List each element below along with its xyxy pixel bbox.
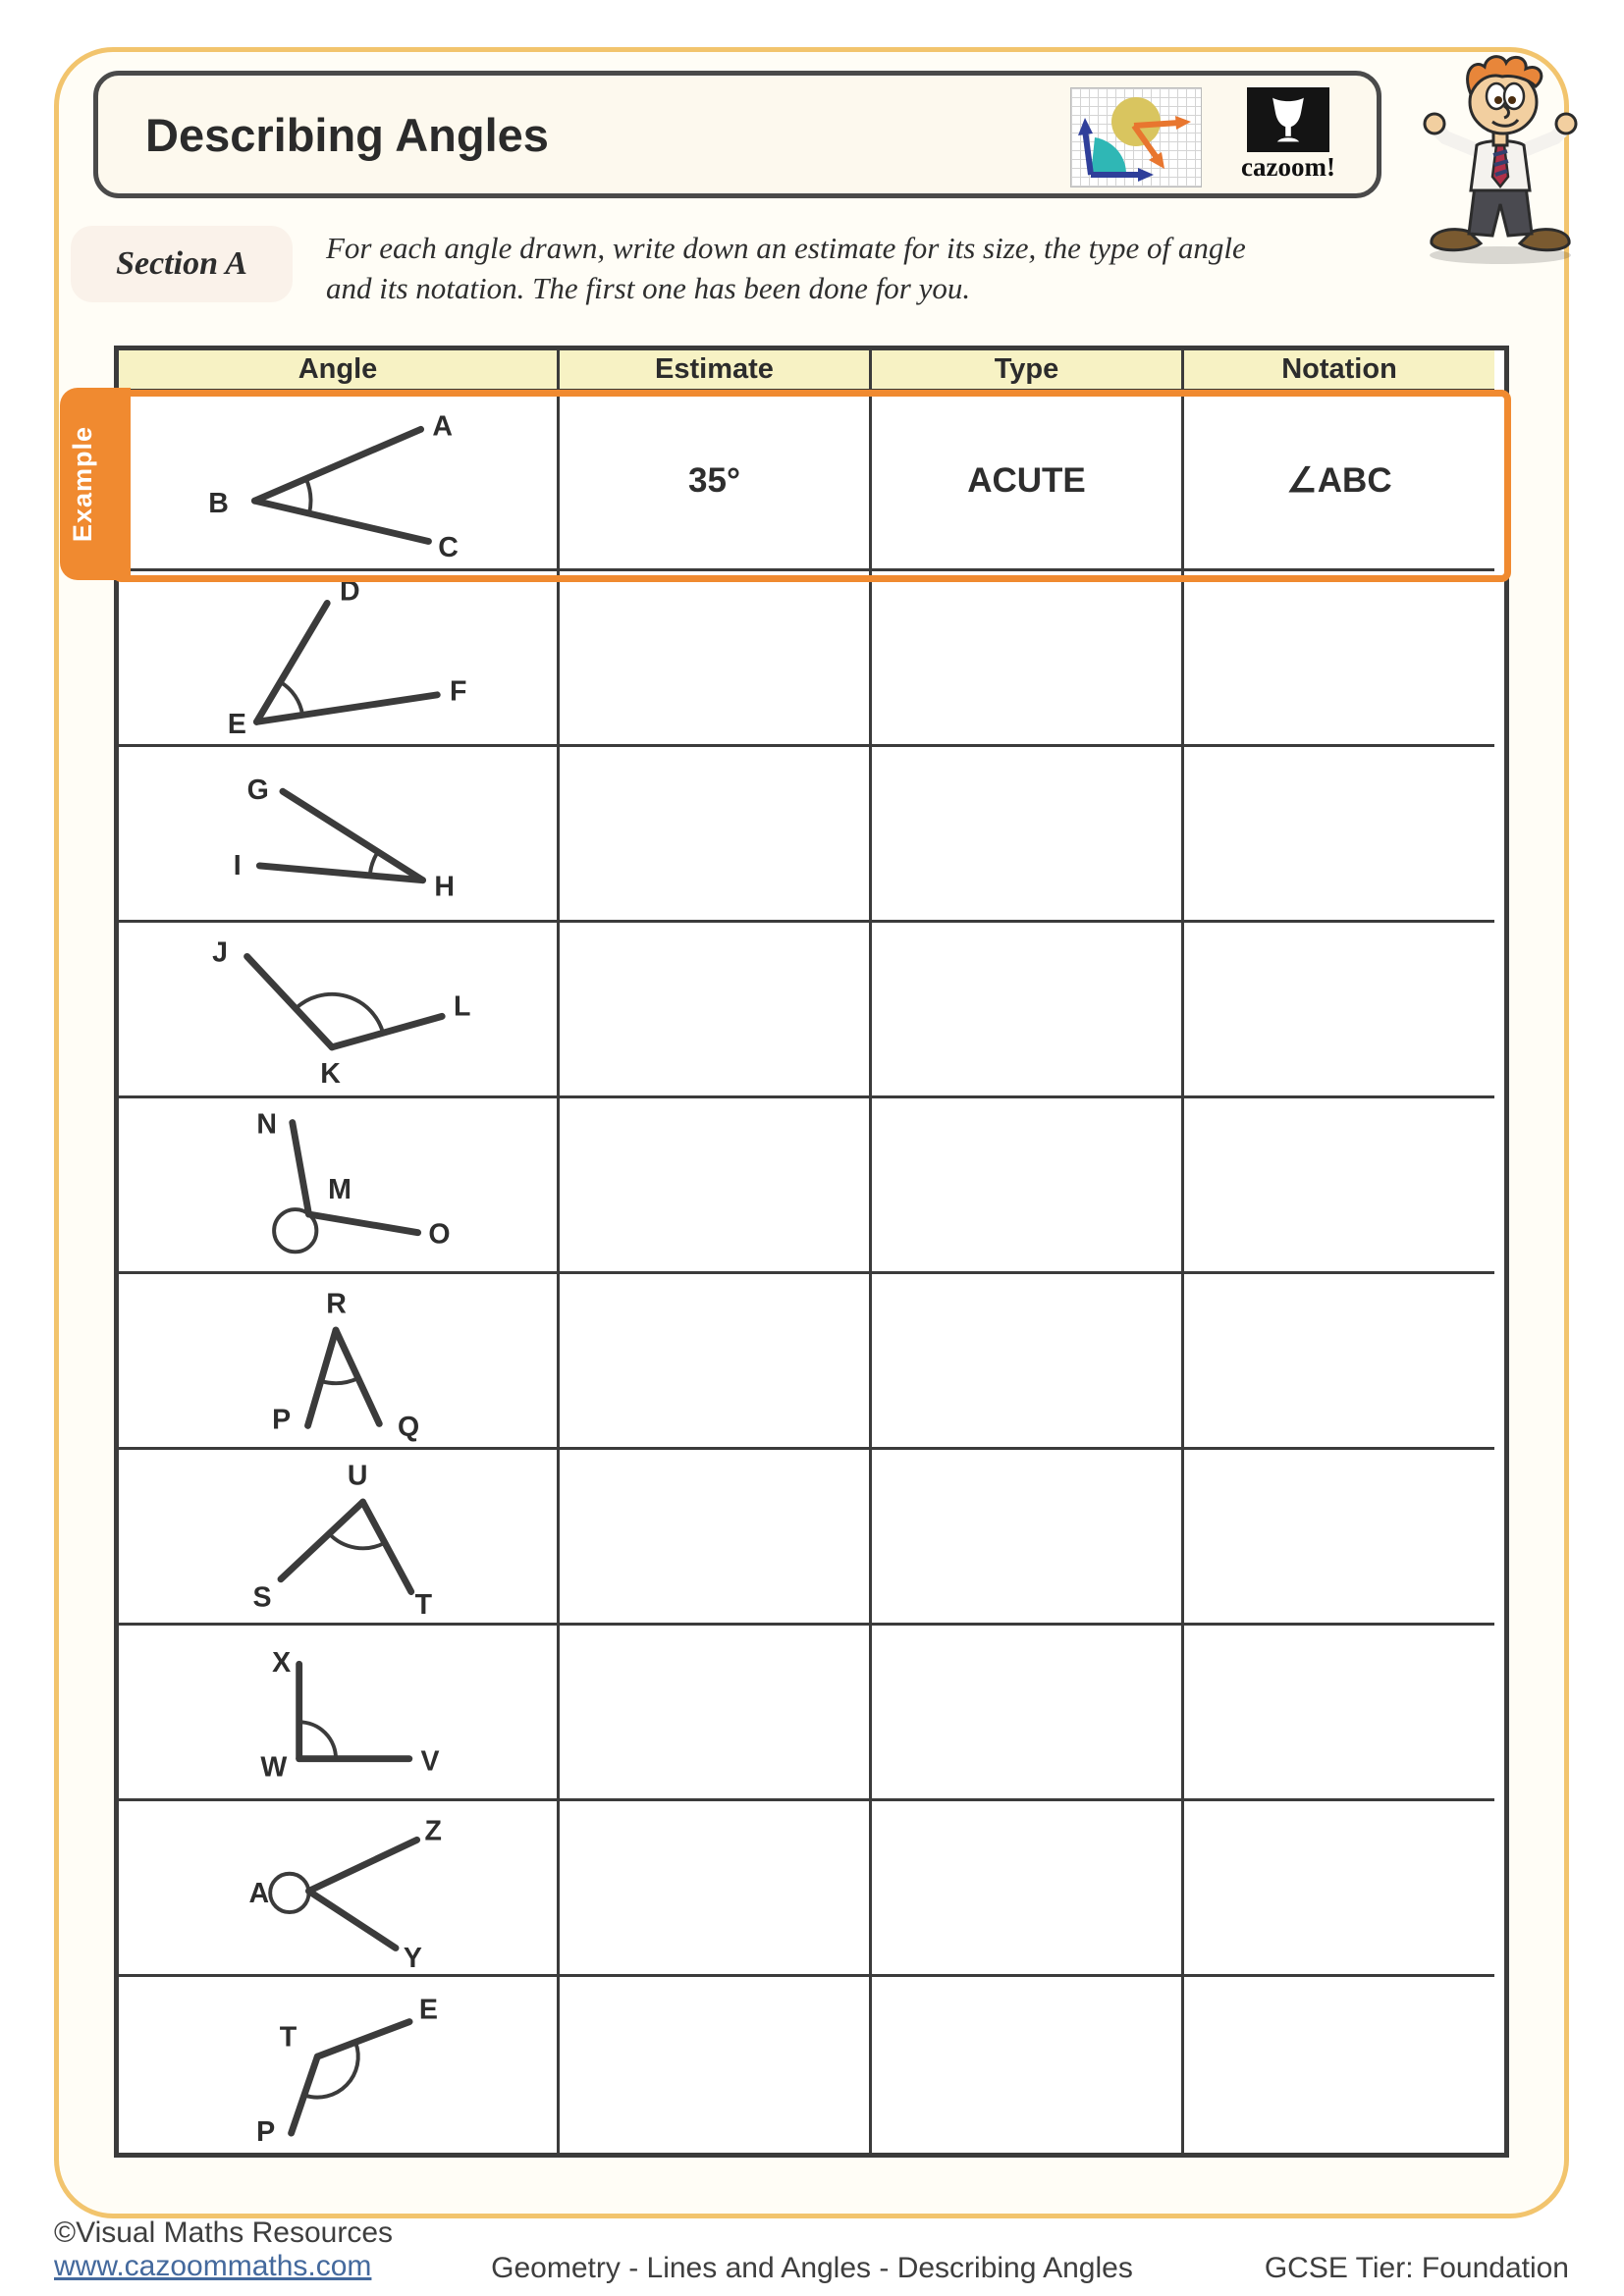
example-tab-text: Example (68, 425, 97, 543)
point-label: E (227, 709, 246, 741)
angle-drawing-azy (119, 1801, 560, 1977)
cazoom-logo (1241, 87, 1335, 183)
point-label: P (272, 1404, 292, 1436)
section-a-text: Section A (116, 245, 247, 282)
type-blank (872, 747, 1184, 923)
notation-blank (1184, 1274, 1494, 1450)
type-blank (872, 1098, 1184, 1274)
column-header-angle: Angle (119, 350, 560, 393)
notation-blank (1184, 1098, 1494, 1274)
point-label: I (233, 849, 242, 881)
point-label: Q (397, 1412, 420, 1444)
estimate-blank (560, 747, 872, 923)
estimate-blank (560, 1098, 872, 1274)
cazoom-logo-text: cazoom! (1241, 152, 1335, 182)
type-blank (872, 1626, 1184, 1801)
cazoom-goblet-icon (1247, 87, 1329, 152)
type-blank (872, 1801, 1184, 1977)
type-blank (872, 1274, 1184, 1450)
section-a-label (71, 226, 293, 302)
estimate-blank (560, 1450, 872, 1626)
point-label: G (246, 774, 269, 807)
copyright: ©Visual Maths Resources (54, 2216, 394, 2249)
estimate-blank (560, 923, 872, 1098)
page-title: Describing Angles (145, 108, 549, 161)
estimate-blank (560, 571, 872, 747)
estimate-blank (560, 1626, 872, 1801)
angles-table (68, 346, 1509, 2158)
point-label: H (434, 871, 455, 903)
notation-blank (1184, 923, 1494, 1098)
type-blank (872, 923, 1184, 1098)
example-notation: ∠ABC (1184, 393, 1494, 571)
point-label: M (328, 1174, 352, 1206)
footer-tier: GCSE Tier: Foundation (1264, 2252, 1569, 2284)
angle-drawing-nmo (119, 1098, 560, 1274)
point-label: N (256, 1108, 278, 1141)
point-label: S (252, 1581, 272, 1614)
point-label: X (272, 1647, 292, 1680)
point-label: Z (424, 1815, 442, 1847)
website-link[interactable]: www.cazoommaths.com (54, 2250, 372, 2282)
angle-drawing-etp (119, 1977, 560, 2153)
estimate-blank (560, 1274, 872, 1450)
point-label: U (347, 1460, 368, 1492)
point-label: E (418, 1994, 438, 2026)
point-label: F (450, 675, 467, 708)
angle-drawing-rpq (119, 1274, 560, 1450)
instructions (326, 229, 1367, 309)
angle-drawing-ust (119, 1450, 560, 1626)
column-header-estimate: Estimate (560, 350, 872, 393)
point-label: C (438, 532, 459, 564)
notation-blank (1184, 1801, 1494, 1977)
point-label: W (260, 1751, 288, 1784)
example-type: ACUTE (872, 393, 1184, 571)
point-label: P (256, 2115, 276, 2148)
point-label: T (414, 1589, 433, 1622)
angle-drawing-def (119, 571, 560, 747)
point-label: D (339, 575, 360, 608)
angle-drawing-abc (119, 393, 560, 571)
point-label: K (320, 1058, 341, 1091)
point-label: A (432, 410, 453, 443)
estimate-blank (560, 1977, 872, 2153)
notation-blank (1184, 1450, 1494, 1626)
instructions-line2: and its notation. The first one has been done for you. (326, 270, 971, 305)
notation-blank (1184, 1977, 1494, 2153)
point-label: R (326, 1288, 347, 1320)
type-blank (872, 1977, 1184, 2153)
notation-blank (1184, 747, 1494, 923)
example-tab (60, 388, 131, 580)
angle-drawing-gih (119, 747, 560, 923)
point-label: A (248, 1878, 270, 1910)
type-blank (872, 571, 1184, 747)
type-blank (872, 1450, 1184, 1626)
notation-blank (1184, 571, 1494, 747)
point-label: V (420, 1745, 440, 1778)
point-label: T (279, 2021, 298, 2054)
point-label: L (453, 990, 471, 1023)
estimate-blank (560, 1801, 872, 1977)
instructions-line1: For each angle drawn, write down an estimate for its size, the type of angle (326, 231, 1246, 265)
mascot (1402, 51, 1598, 267)
header (93, 71, 1381, 198)
angle-drawing-xwv (119, 1626, 560, 1801)
example-estimate: 35° (560, 393, 872, 571)
angle-drawing-jkl (119, 923, 560, 1098)
point-label: B (208, 487, 229, 519)
footer-topic: Geometry - Lines and Angles - Describing Angles (491, 2252, 1133, 2284)
point-label: O (428, 1218, 451, 1251)
column-header-notation: Notation (1184, 350, 1494, 393)
angle-graph-icon (1070, 87, 1202, 187)
header-logos (1070, 87, 1335, 187)
point-label: Y (403, 1943, 422, 1974)
point-label: J (212, 936, 229, 969)
column-header-type: Type (872, 350, 1184, 393)
notation-blank (1184, 1626, 1494, 1801)
